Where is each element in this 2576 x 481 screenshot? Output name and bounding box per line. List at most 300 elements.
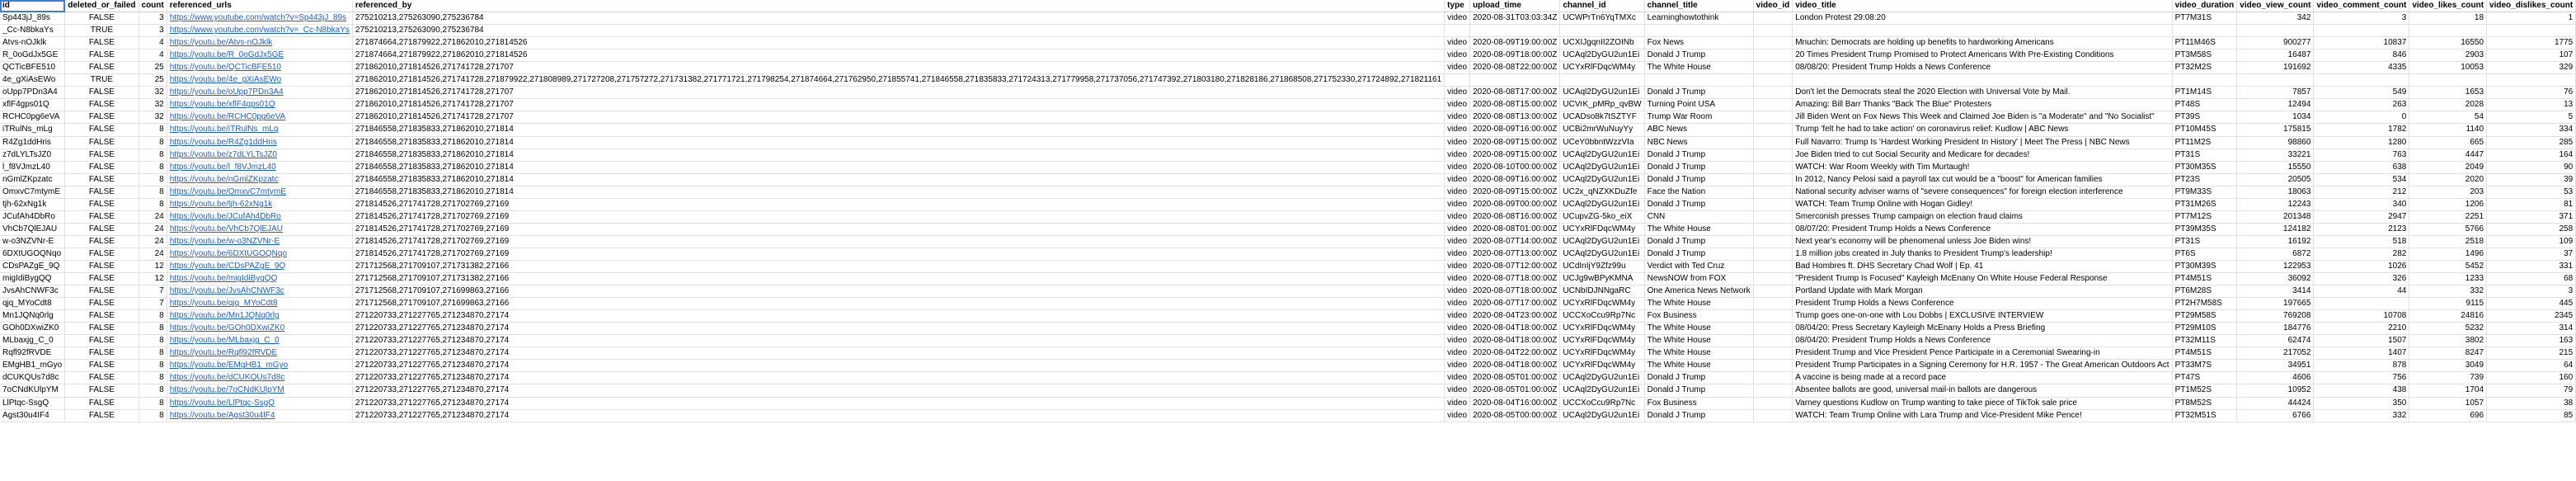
table-cell[interactable]: 8 xyxy=(139,136,167,149)
table-row[interactable] xyxy=(0,12,2576,25)
table-cell[interactable]: video xyxy=(1445,360,1470,372)
table-cell[interactable]: Joe Biden tried to cut Social Security and Medicare for decades! xyxy=(1793,149,2172,161)
channel-id-column-header[interactable]: channel_id xyxy=(1560,0,1644,12)
table-cell[interactable]: 25 xyxy=(139,62,167,74)
table-cell[interactable]: oUpp7PDn3A4 xyxy=(0,87,65,99)
table-cell[interactable]: 18063 xyxy=(2237,186,2314,198)
table-cell[interactable]: 122953 xyxy=(2237,260,2314,272)
table-cell[interactable]: FALSE xyxy=(65,37,139,50)
table-cell[interactable]: 2028 xyxy=(2409,99,2487,111)
table-cell[interactable]: 1233 xyxy=(2409,273,2487,285)
url-link[interactable]: https://youtu.be/Mn1JQNq0rlg xyxy=(167,310,352,323)
url-link[interactable]: https://youtu.be/7oCNdKUlpYM xyxy=(167,384,352,397)
table-cell[interactable]: 518 xyxy=(2314,235,2409,248)
table-cell[interactable]: 7 xyxy=(139,285,167,298)
table-cell[interactable] xyxy=(1644,25,1753,37)
table-cell[interactable]: Donald J Trump xyxy=(1644,384,1753,397)
table-cell[interactable] xyxy=(2237,74,2314,87)
table-cell[interactable]: 163 xyxy=(2487,335,2576,347)
table-cell[interactable]: video xyxy=(1445,37,1470,50)
table-cell[interactable] xyxy=(1753,323,1793,335)
table-cell[interactable]: FALSE xyxy=(65,111,139,124)
table-cell[interactable] xyxy=(1753,384,1793,397)
table-cell[interactable] xyxy=(1753,50,1793,62)
table-cell[interactable]: FALSE xyxy=(65,298,139,310)
table-cell[interactable]: Learninghowtothink xyxy=(1644,12,1753,25)
table-cell[interactable]: PT30M39S xyxy=(2172,260,2237,272)
table-cell[interactable]: PT29M58S xyxy=(2172,310,2237,323)
table-cell[interactable]: UCAql2DyGU2un1Ei xyxy=(1560,409,1644,422)
table-row[interactable] xyxy=(0,99,2576,111)
table-cell[interactable] xyxy=(1753,248,1793,260)
table-cell[interactable]: 2020-08-04T18:00:00Z xyxy=(1470,360,1560,372)
table-cell[interactable]: 2020-08-07T12:00:00Z xyxy=(1470,260,1560,272)
table-cell[interactable]: 756 xyxy=(2314,372,2409,384)
table-cell[interactable]: 2020 xyxy=(2409,173,2487,186)
table-cell[interactable]: 900277 xyxy=(2237,37,2314,50)
url-link[interactable]: https://youtu.be/w-o3NZVNr-E xyxy=(167,235,352,248)
table-cell[interactable]: 18 xyxy=(2409,12,2487,25)
table-cell[interactable]: 5766 xyxy=(2409,223,2487,235)
table-cell[interactable]: _Cc-N8bkaYs xyxy=(0,25,65,37)
table-cell[interactable]: LlPtqc-SsgQ xyxy=(0,397,65,409)
table-cell[interactable]: UCAql2DyGU2un1Ei xyxy=(1560,50,1644,62)
table-cell[interactable]: 8 xyxy=(139,173,167,186)
table-cell[interactable]: 3 xyxy=(139,12,167,25)
duration-column-header[interactable]: video_duration xyxy=(2172,0,2237,12)
table-cell[interactable]: video xyxy=(1445,50,1470,62)
table-cell[interactable]: 2020-08-04T18:00:00Z xyxy=(1470,323,1560,335)
table-cell[interactable]: R4Zg1ddHris xyxy=(0,136,65,149)
table-cell[interactable]: FALSE xyxy=(65,260,139,272)
table-cell[interactable]: Donald J Trump xyxy=(1644,50,1753,62)
table-cell[interactable]: 98860 xyxy=(2237,136,2314,149)
table-cell[interactable]: 2251 xyxy=(2409,210,2487,223)
table-cell[interactable]: PT33M7S xyxy=(2172,360,2237,372)
table-cell[interactable]: Absentee ballots are good, universal mail-in ballots are dangerous xyxy=(1793,384,2172,397)
table-cell[interactable]: London Protest 29:08:20 xyxy=(1793,12,2172,25)
table-cell[interactable]: 44424 xyxy=(2237,397,2314,409)
type-column-header[interactable]: type xyxy=(1445,0,1470,12)
table-cell[interactable]: "President Trump Is Focused" Kayleigh McEnany On White House Federal Response xyxy=(1793,273,2172,285)
table-cell[interactable]: 2345 xyxy=(2487,310,2576,323)
table-cell[interactable]: UCYxRlFDqcWM4y xyxy=(1560,335,1644,347)
table-row[interactable] xyxy=(0,409,2576,422)
table-cell[interactable]: President Trump Holds a News Conference xyxy=(1793,298,2172,310)
table-cell[interactable]: l_f8VJmzL40 xyxy=(0,161,65,173)
table-cell[interactable]: PT29M10S xyxy=(2172,323,2237,335)
table-row[interactable] xyxy=(0,273,2576,285)
table-cell[interactable]: 12 xyxy=(139,273,167,285)
table-cell[interactable]: PT39S xyxy=(2172,111,2237,124)
table-cell[interactable]: 696 xyxy=(2409,409,2487,422)
table-cell[interactable]: 271814526,271741728,271702769,27169 xyxy=(352,223,1444,235)
deleted-column-header[interactable]: deleted_or_failed xyxy=(65,0,139,12)
table-cell[interactable]: FALSE xyxy=(65,136,139,149)
table-cell[interactable]: 5232 xyxy=(2409,323,2487,335)
table-cell[interactable]: PT1M52S xyxy=(2172,384,2237,397)
table-cell[interactable]: Fox Business xyxy=(1644,397,1753,409)
table-row[interactable] xyxy=(0,87,2576,99)
table-cell[interactable]: 34951 xyxy=(2237,360,2314,372)
table-cell[interactable]: 334 xyxy=(2487,124,2576,136)
url-link[interactable]: https://youtu.be/VhCb7QlEJAU xyxy=(167,223,352,235)
table-cell[interactable]: 1206 xyxy=(2409,198,2487,210)
table-cell[interactable]: FALSE xyxy=(65,12,139,25)
url-link[interactable]: https://youtu.be/4e_gXiAsEWo xyxy=(167,74,352,87)
table-row[interactable] xyxy=(0,25,2576,37)
table-row[interactable] xyxy=(0,323,2576,335)
table-cell[interactable]: 54 xyxy=(2409,111,2487,124)
table-cell[interactable]: 2020-08-31T03:03:34Z xyxy=(1470,12,1560,25)
table-cell[interactable]: PT31M26S xyxy=(2172,198,2237,210)
table-cell[interactable]: Atvs-nOJklk xyxy=(0,37,65,50)
table-cell[interactable]: 8 xyxy=(139,409,167,422)
table-cell[interactable]: PT6M28S xyxy=(2172,285,2237,298)
table-cell[interactable] xyxy=(1793,25,2172,37)
table-cell[interactable]: 36092 xyxy=(2237,273,2314,285)
table-cell[interactable] xyxy=(1753,173,1793,186)
url-link[interactable]: https://youtu.be/QCTicBFE510 xyxy=(167,62,352,74)
table-cell[interactable]: 332 xyxy=(2314,409,2409,422)
table-cell[interactable]: FALSE xyxy=(65,124,139,136)
table-cell[interactable]: video xyxy=(1445,186,1470,198)
table-cell[interactable]: 271220733,271227765,271234870,27174 xyxy=(352,397,1444,409)
table-cell[interactable]: Donald J Trump xyxy=(1644,235,1753,248)
table-cell[interactable]: 271846558,271835833,271862010,271814 xyxy=(352,161,1444,173)
table-row[interactable] xyxy=(0,210,2576,223)
table-cell[interactable] xyxy=(1753,25,1793,37)
table-cell[interactable] xyxy=(1753,136,1793,149)
table-cell[interactable]: 53 xyxy=(2487,186,2576,198)
table-cell[interactable]: UCVrK_pMRp_qvBW xyxy=(1560,99,1644,111)
table-cell[interactable]: 160 xyxy=(2487,372,2576,384)
table-cell[interactable]: Fox Business xyxy=(1644,310,1753,323)
table-cell[interactable]: video xyxy=(1445,136,1470,149)
table-cell[interactable] xyxy=(1560,74,1644,87)
table-cell[interactable]: 665 xyxy=(2409,136,2487,149)
table-cell[interactable]: 285 xyxy=(2487,136,2576,149)
table-cell[interactable]: 8 xyxy=(139,149,167,161)
table-row[interactable] xyxy=(0,360,2576,372)
table-cell[interactable]: PT7M31S xyxy=(2172,12,2237,25)
table-row[interactable] xyxy=(0,347,2576,360)
table-cell[interactable] xyxy=(1793,74,2172,87)
table-cell[interactable]: 2020-08-09T19:00:00Z xyxy=(1470,37,1560,50)
table-cell[interactable]: 2123 xyxy=(2314,223,2409,235)
table-cell[interactable]: 1 xyxy=(2487,12,2576,25)
url-link[interactable]: https://youtu.be/MLbaxjg_C_0 xyxy=(167,335,352,347)
table-cell[interactable]: UCAql2DyGU2un1Ei xyxy=(1560,248,1644,260)
table-row[interactable] xyxy=(0,235,2576,248)
table-cell[interactable]: PT6S xyxy=(2172,248,2237,260)
url-link[interactable]: https://youtu.be/JvsAhCNWF3c xyxy=(167,285,352,298)
table-cell[interactable]: 271220733,271227765,271234870,27174 xyxy=(352,372,1444,384)
table-cell[interactable]: 10708 xyxy=(2314,310,2409,323)
table-cell[interactable]: PT7M12S xyxy=(2172,210,2237,223)
url-link[interactable]: https://youtu.be/iTRulNs_mLg xyxy=(167,124,352,136)
table-cell[interactable]: 2210 xyxy=(2314,323,2409,335)
table-row[interactable] xyxy=(0,310,2576,323)
table-cell[interactable]: Don't let the Democrats steal the 2020 Election with Universal Vote by Mail. xyxy=(1793,87,2172,99)
table-cell[interactable]: CDsPAZgE_9Q xyxy=(0,260,65,272)
table-cell[interactable]: The White House xyxy=(1644,62,1753,74)
table-cell[interactable]: video xyxy=(1445,12,1470,25)
table-cell[interactable]: 1026 xyxy=(2314,260,2409,272)
table-cell[interactable]: video xyxy=(1445,298,1470,310)
table-cell[interactable]: 1280 xyxy=(2314,136,2409,149)
table-cell[interactable]: PT4M51S xyxy=(2172,347,2237,360)
table-cell[interactable]: 2020-08-07T18:00:00Z xyxy=(1470,273,1560,285)
table-cell[interactable]: z7dLYLTsJZ0 xyxy=(0,149,65,161)
table-cell[interactable]: Trump goes one-on-one with Lou Dobbs | EXCLUSIVE INTERVIEW xyxy=(1793,310,2172,323)
url-link[interactable]: https://www.youtube.com/watch?v=_Cc-N8bkaYs xyxy=(167,25,352,37)
table-cell[interactable]: 549 xyxy=(2314,87,2409,99)
table-cell[interactable]: Jill Biden Went on Fox News This Week and Claimed Joe Biden is "a Moderate" and "No Socialist" xyxy=(1793,111,2172,124)
table-cell[interactable]: UCBi2mrWuNuyYy xyxy=(1560,124,1644,136)
table-cell[interactable]: 2020-08-05T00:00:00Z xyxy=(1470,409,1560,422)
table-cell[interactable]: video xyxy=(1445,62,1470,74)
table-cell[interactable]: PT23S xyxy=(2172,173,2237,186)
table-cell[interactable] xyxy=(1753,335,1793,347)
table-cell[interactable]: 271814526,271741728,271702769,27169 xyxy=(352,248,1444,260)
table-cell[interactable]: 201348 xyxy=(2237,210,2314,223)
table-cell[interactable]: video xyxy=(1445,372,1470,384)
table-cell[interactable]: 1653 xyxy=(2409,87,2487,99)
table-cell[interactable]: PT31S xyxy=(2172,149,2237,161)
table-row[interactable] xyxy=(0,74,2576,87)
table-cell[interactable]: 12494 xyxy=(2237,99,2314,111)
table-cell[interactable]: Turning Point USA xyxy=(1644,99,1753,111)
table-cell[interactable] xyxy=(1753,87,1793,99)
table-cell[interactable]: 16487 xyxy=(2237,50,2314,62)
table-cell[interactable]: FALSE xyxy=(65,347,139,360)
table-cell[interactable]: video xyxy=(1445,409,1470,422)
table-cell[interactable] xyxy=(1753,347,1793,360)
table-cell[interactable] xyxy=(1470,25,1560,37)
table-cell[interactable]: video xyxy=(1445,99,1470,111)
table-cell[interactable] xyxy=(1753,124,1793,136)
table-cell[interactable]: 81 xyxy=(2487,198,2576,210)
table-cell[interactable]: 5 xyxy=(2487,111,2576,124)
table-cell[interactable]: 39 xyxy=(2487,173,2576,186)
table-cell[interactable]: 271846558,271835833,271862010,271814 xyxy=(352,124,1444,136)
table-cell[interactable]: nGmlZKpzatc xyxy=(0,173,65,186)
table-cell[interactable]: Sp443jJ_89s xyxy=(0,12,65,25)
table-cell[interactable]: dCUKQUs7d8c xyxy=(0,372,65,384)
table-cell[interactable]: video xyxy=(1445,285,1470,298)
table-cell[interactable]: In 2012, Nancy Pelosi said a payroll tax cut would be a "boost" for American families xyxy=(1793,173,2172,186)
table-cell[interactable]: Trump War Room xyxy=(1644,111,1753,124)
table-cell[interactable]: President Trump Participates in a Signing Ceremony for H.R. 1957 - The Great American Outdoors Act xyxy=(1793,360,2172,372)
table-cell[interactable]: 33221 xyxy=(2237,149,2314,161)
table-cell[interactable]: UCYxRlFDqcWM4y xyxy=(1560,223,1644,235)
table-cell[interactable]: UCAql2DyGU2un1Ei xyxy=(1560,198,1644,210)
table-cell[interactable]: 24 xyxy=(139,248,167,260)
table-cell[interactable]: video xyxy=(1445,198,1470,210)
table-cell[interactable]: 3414 xyxy=(2237,285,2314,298)
table-cell[interactable]: UCAql2DyGU2un1Ei xyxy=(1560,384,1644,397)
table-cell[interactable]: PT11M46S xyxy=(2172,37,2237,50)
table-cell[interactable]: 08/08/20: President Trump Holds a News Conference xyxy=(1793,62,2172,74)
table-cell[interactable]: The White House xyxy=(1644,347,1753,360)
table-cell[interactable]: 184776 xyxy=(2237,323,2314,335)
table-cell[interactable]: UCCXoCcu9Rp7Nc xyxy=(1560,310,1644,323)
table-cell[interactable] xyxy=(1753,186,1793,198)
url-link[interactable]: https://youtu.be/RCHC0pg6eVA xyxy=(167,111,352,124)
table-cell[interactable] xyxy=(2314,298,2409,310)
table-cell[interactable]: 1140 xyxy=(2409,124,2487,136)
table-cell[interactable]: National security adviser warns of "severe consequences" for foreign election interference xyxy=(1793,186,2172,198)
table-cell[interactable]: UCWPrTn6YqTMXc xyxy=(1560,12,1644,25)
table-cell[interactable] xyxy=(1753,37,1793,50)
table-cell[interactable]: 1407 xyxy=(2314,347,2409,360)
url-link[interactable]: https://youtu.be/EMgHB1_mGyo xyxy=(167,360,352,372)
table-cell[interactable]: 124182 xyxy=(2237,223,2314,235)
table-cell[interactable]: 2020-08-07T14:00:00Z xyxy=(1470,235,1560,248)
count-column-header[interactable]: count xyxy=(139,0,167,12)
table-cell[interactable]: 271862010,271814526,271741728,271707 xyxy=(352,87,1444,99)
table-cell[interactable]: UCAql2DyGU2un1Ei xyxy=(1560,173,1644,186)
table-row[interactable] xyxy=(0,298,2576,310)
table-cell[interactable]: 2020-08-08T13:00:00Z xyxy=(1470,111,1560,124)
url-link[interactable]: https://youtu.be/GOh0DXwiZK0 xyxy=(167,323,352,335)
table-cell[interactable]: 24 xyxy=(139,223,167,235)
url-link[interactable]: https://youtu.be/R_0oGdJx5GE xyxy=(167,50,352,62)
table-cell[interactable] xyxy=(1753,273,1793,285)
table-cell[interactable]: 4 xyxy=(139,50,167,62)
table-cell[interactable]: FALSE xyxy=(65,186,139,198)
table-cell[interactable]: 2020-08-08T22:00:00Z xyxy=(1470,62,1560,74)
table-cell[interactable]: Varney questions Kudlow on Trump wanting to take piece of TikTok sale price xyxy=(1793,397,2172,409)
table-cell[interactable]: FALSE xyxy=(65,149,139,161)
table-cell[interactable]: 15550 xyxy=(2237,161,2314,173)
table-cell[interactable]: 739 xyxy=(2409,372,2487,384)
table-cell[interactable]: 271814526,271741728,271702769,27169 xyxy=(352,198,1444,210)
table-cell[interactable]: 08/04/20: President Trump Holds a News Conference xyxy=(1793,335,2172,347)
table-cell[interactable]: video xyxy=(1445,384,1470,397)
table-row[interactable] xyxy=(0,124,2576,136)
table-cell[interactable]: PT9M33S xyxy=(2172,186,2237,198)
table-cell[interactable]: video xyxy=(1445,111,1470,124)
table-cell[interactable]: qjq_MYoCdt8 xyxy=(0,298,65,310)
table-cell[interactable]: 197665 xyxy=(2237,298,2314,310)
referenced-by-column-header[interactable]: referenced_by xyxy=(352,0,1444,12)
table-cell[interactable]: UCNbIDJNNgaRC xyxy=(1560,285,1644,298)
table-cell[interactable]: 24 xyxy=(139,210,167,223)
table-cell[interactable] xyxy=(1753,149,1793,161)
table-cell[interactable]: 271862010,271814526,271741728,271707 xyxy=(352,62,1444,74)
table-cell[interactable] xyxy=(1753,111,1793,124)
table-row[interactable] xyxy=(0,161,2576,173)
table-cell[interactable]: FALSE xyxy=(65,198,139,210)
table-cell[interactable]: video xyxy=(1445,347,1470,360)
table-cell[interactable]: 271220733,271227765,271234870,27174 xyxy=(352,409,1444,422)
table-cell[interactable]: WATCH: War Room Weekly with Tim Murtaugh! xyxy=(1793,161,2172,173)
table-cell[interactable]: w-o3NZVNr-E xyxy=(0,235,65,248)
table-cell[interactable]: FALSE xyxy=(65,285,139,298)
table-cell[interactable]: video xyxy=(1445,397,1470,409)
table-cell[interactable]: 8 xyxy=(139,335,167,347)
table-cell[interactable]: 2020-08-09T15:00:00Z xyxy=(1470,149,1560,161)
table-cell[interactable]: 332 xyxy=(2409,285,2487,298)
table-cell[interactable]: 68 xyxy=(2487,273,2576,285)
table-row[interactable] xyxy=(0,223,2576,235)
table-cell[interactable]: The White House xyxy=(1644,360,1753,372)
table-cell[interactable]: Donald J Trump xyxy=(1644,409,1753,422)
table-cell[interactable]: 10837 xyxy=(2314,37,2409,50)
table-cell[interactable]: Full Navarro: Trump Is 'Hardest Working President In History' | Meet The Press | NBC News xyxy=(1793,136,2172,149)
table-cell[interactable] xyxy=(1753,223,1793,235)
table-cell[interactable] xyxy=(2314,74,2409,87)
table-cell[interactable]: Verdict with Ted Cruz xyxy=(1644,260,1753,272)
table-cell[interactable]: 4606 xyxy=(2237,372,2314,384)
table-cell[interactable]: The White House xyxy=(1644,298,1753,310)
table-cell[interactable]: 271846558,271835833,271862010,271814 xyxy=(352,136,1444,149)
table-cell[interactable]: President Trump and Vice President Pence Participate in a Ceremonial Swearing-in xyxy=(1793,347,2172,360)
table-cell[interactable]: 331 xyxy=(2487,260,2576,272)
video-title-column-header[interactable]: video_title xyxy=(1793,0,2172,12)
table-cell[interactable]: EMgHB1_mGyo xyxy=(0,360,65,372)
table-cell[interactable]: TRUE xyxy=(65,74,139,87)
table-row[interactable] xyxy=(0,384,2576,397)
table-cell[interactable]: 20505 xyxy=(2237,173,2314,186)
table-cell[interactable]: Bad Hombres ft. DHS Secretary Chad Wolf | Ep. 41 xyxy=(1793,260,2172,272)
table-cell[interactable]: 2020-08-09T15:00:00Z xyxy=(1470,136,1560,149)
table-cell[interactable]: 24816 xyxy=(2409,310,2487,323)
table-cell[interactable]: 8 xyxy=(139,372,167,384)
table-cell[interactable]: 7857 xyxy=(2237,87,2314,99)
table-cell[interactable]: UCYxRlFDqcWM4y xyxy=(1560,323,1644,335)
table-cell[interactable]: 271220733,271227765,271234870,27174 xyxy=(352,360,1444,372)
table-cell[interactable]: The White House xyxy=(1644,323,1753,335)
table-cell[interactable]: WATCH: Team Trump Online with Lara Trump and Vice-President Mike Pence! xyxy=(1793,409,2172,422)
table-cell[interactable] xyxy=(1753,12,1793,25)
table-cell[interactable] xyxy=(1753,409,1793,422)
table-cell[interactable]: 79 xyxy=(2487,384,2576,397)
table-cell[interactable]: 1057 xyxy=(2409,397,2487,409)
table-cell[interactable]: UCAql2DyGU2un1Ei xyxy=(1560,149,1644,161)
table-cell[interactable] xyxy=(2237,25,2314,37)
table-cell[interactable]: Donald J Trump xyxy=(1644,149,1753,161)
table-cell[interactable]: 2947 xyxy=(2314,210,2409,223)
table-cell[interactable]: UCYxRlFDqcWM4y xyxy=(1560,62,1644,74)
table-cell[interactable]: OmxvC7mtymE xyxy=(0,186,65,198)
table-cell[interactable]: video xyxy=(1445,161,1470,173)
table-cell[interactable]: FALSE xyxy=(65,372,139,384)
table-cell[interactable] xyxy=(1753,210,1793,223)
url-link[interactable]: https://www.youtube.com/watch?v=Sp443jJ_89s xyxy=(167,12,352,25)
table-cell[interactable]: Mnuchin: Democrats are holding up benefits to hardworking Americans xyxy=(1793,37,2172,50)
table-cell[interactable]: UCAql2DyGU2un1Ei xyxy=(1560,161,1644,173)
table-cell[interactable]: UCADso8k7tSZTYF xyxy=(1560,111,1644,124)
table-cell[interactable]: 271220733,271227765,271234870,27174 xyxy=(352,323,1444,335)
url-link[interactable]: https://youtu.be/l_f8VJmzL40 xyxy=(167,161,352,173)
table-cell[interactable]: JvsAhCNWF3c xyxy=(0,285,65,298)
table-cell[interactable] xyxy=(1753,298,1793,310)
table-cell[interactable]: 10053 xyxy=(2409,62,2487,74)
url-link[interactable]: https://youtu.be/xflF4gps01Q xyxy=(167,99,352,111)
table-cell[interactable]: PT11M2S xyxy=(2172,136,2237,149)
table-cell[interactable]: 25 xyxy=(139,74,167,87)
table-cell[interactable]: The White House xyxy=(1644,335,1753,347)
table-cell[interactable]: 271846558,271835833,271862010,271814 xyxy=(352,186,1444,198)
table-cell[interactable]: UCYxRlFDqcWM4y xyxy=(1560,347,1644,360)
table-cell[interactable]: 38 xyxy=(2487,397,2576,409)
table-cell[interactable] xyxy=(1753,74,1793,87)
url-link[interactable]: https://youtu.be/nGmlZKpzatc xyxy=(167,173,352,186)
table-cell[interactable] xyxy=(2409,25,2487,37)
